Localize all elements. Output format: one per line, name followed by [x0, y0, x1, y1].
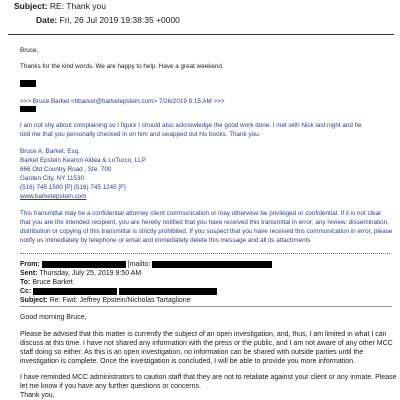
- fwd-p1-line-3: staff doing so either. As this is an open investigation, no information can be shared with outside parties until the: [20, 349, 364, 356]
- fwd-to-line: To: Bruce Barket: [20, 279, 73, 286]
- disclaimer-line-4: notify us immediately by telephone or email and immediately delete this message and all its attachments: [20, 237, 311, 244]
- fwd-greeting: Good morning Bruce,: [20, 314, 87, 321]
- date-line: Date: Fri, 26 Jul 2019 19:38:35 +0000: [36, 15, 180, 25]
- quoted-body-2: told me that you personally checked in on him and swapped out his books. Thank you.: [20, 131, 261, 138]
- disclaimer-line-3: distribution or copying of this transmittal is strictly prohibited. If you suspect that you have received this communication in error, please: [20, 228, 393, 235]
- fwd-p1-line-2: discuss at this time. I have not shared any information with the press or the public, and I am not aware of any other MCC: [20, 340, 393, 347]
- signature-phone: (516) 745 1500 [P] (516) 745 1245 [F]: [20, 184, 126, 191]
- signature-address-1: 666 Old Country Road , Ste. 700: [20, 166, 112, 173]
- date-value: Fri, 26 Jul 2019 19:38:35 +0000: [59, 15, 180, 25]
- signature-name: Bruce A. Barket, Esq.: [20, 148, 80, 155]
- fwd-p2-line-1: I have reminded MCC administrators to caution staff that they are not to retaliate against your client or any inmate. Please: [20, 374, 397, 381]
- disclaimer-line-2: that you are the intended recipient, you are hereby notified that you have received this transmittal in error; any review, dissemination,: [20, 219, 389, 226]
- quoted-header: >>> Bruce Barket <bbarket@barketepstein.com> 7/26/2019 8:15 AM >>>: [20, 98, 225, 105]
- email-header: [0, 0, 400, 34]
- redaction-bar: [119, 288, 217, 295]
- separator-dotted: [20, 253, 390, 254]
- fwd-closing: Thank you,: [20, 392, 55, 399]
- redaction-bar: [152, 261, 272, 268]
- subject-value: RE: Thank you: [49, 1, 106, 11]
- subject-line: Subject: RE: Thank you: [14, 1, 106, 11]
- fwd-p1-line-1: Please be advised that this matter is currently the subject of an open investigation, and, thus, I am limited in what I can: [20, 331, 387, 338]
- signature-firm: Barket Epstein Kearon Aldea & LoTurco, LLP: [20, 157, 146, 164]
- fwd-cc-line: Cc:: [20, 287, 392, 296]
- redaction-bar: [42, 261, 126, 268]
- fwd-subject-line: Subject: Re: Fwd: Jeffrey Epstein/Nicholas Tartaglione: [20, 297, 191, 304]
- fwd-sent-line: Sent: Thursday, July 25, 2019 9:50 AM: [20, 270, 142, 277]
- header-rule: [8, 34, 394, 35]
- redaction-bar: [33, 288, 117, 295]
- separator-thin: [20, 306, 392, 307]
- signature-website-link[interactable]: www.barketepstein.com: [20, 193, 87, 200]
- redaction-bar: [20, 106, 36, 112]
- redacted-name-2: [20, 106, 392, 115]
- quoted-body-1: I am not shy about complaining so I figure I should also acknowledge the good work done. I met with Nick last night and he: [20, 122, 362, 129]
- fwd-p2-line-2: let me know if you have any further questions or concerns.: [20, 383, 201, 390]
- redacted-name-1: [20, 80, 392, 89]
- signature-address-2: Garden City, NY 11530: [20, 175, 85, 182]
- disclaimer-line-1: This transmittal may be a confidential attorney client communication or may otherwise be privileged or confidential. If it is not clear: [20, 210, 382, 217]
- reply-greeting: Bruce,: [20, 47, 39, 54]
- fwd-from-line: From: [mailto:: [20, 260, 392, 269]
- fwd-p1-line-4: investigation is complete. Once the investigation is concluded, I will be able to provide you more information.: [20, 358, 356, 365]
- redaction-bar: [20, 80, 36, 87]
- reply-body: Thanks for the kind words. We are happy to help. Have a great weekend.: [20, 63, 224, 70]
